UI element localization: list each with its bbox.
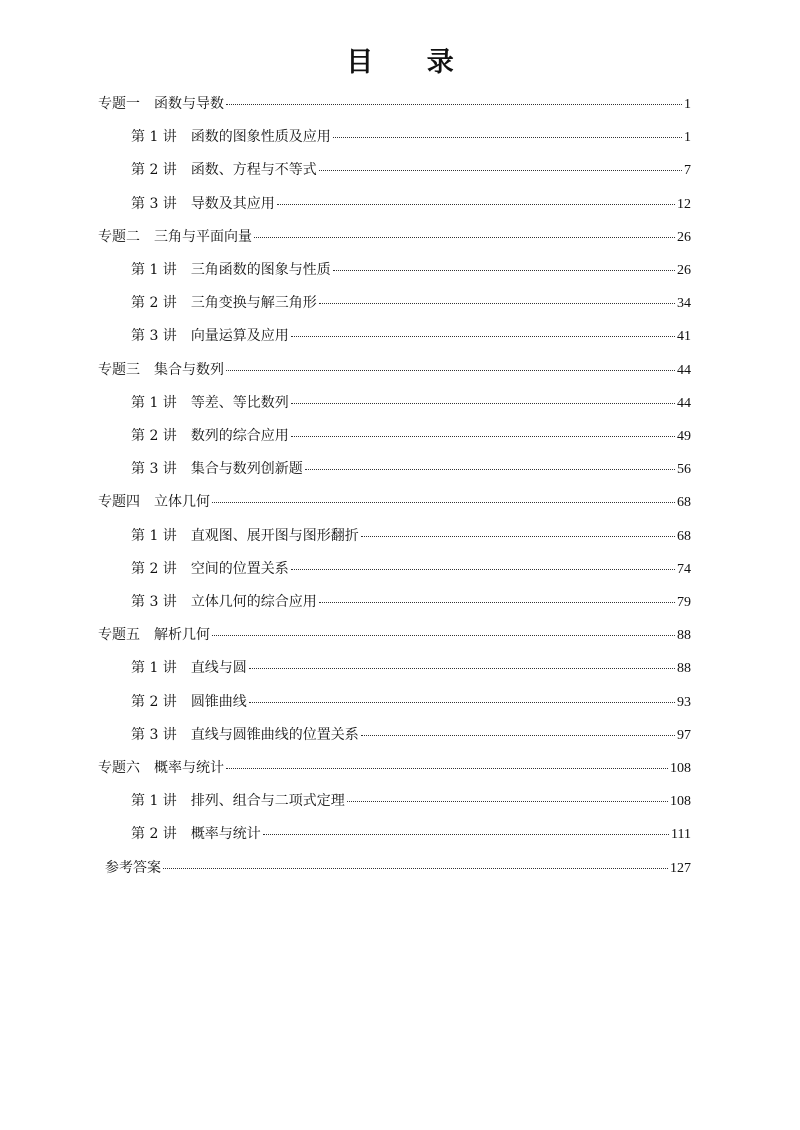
- toc-page-number: 26: [677, 263, 691, 278]
- toc-entry-number: 专题三: [98, 361, 140, 378]
- toc-entry-label: [105, 857, 161, 879]
- toc-page-number: 49: [677, 429, 691, 444]
- dot-leader: [333, 262, 675, 271]
- dot-leader: [291, 328, 675, 337]
- toc-entry-label: [98, 226, 252, 248]
- toc-entry-label: [131, 425, 289, 447]
- toc-entry-number: 第 1 讲: [131, 793, 177, 810]
- toc-page-number: 74: [677, 561, 691, 577]
- toc-page-number: 26: [677, 229, 691, 245]
- dot-leader: [319, 295, 675, 304]
- toc-section-entry[interactable]: [131, 126, 691, 148]
- toc-page-number: 41: [677, 329, 691, 345]
- toc-page-number: 44: [677, 395, 691, 411]
- toc-entry-number: 第 1 讲: [131, 660, 177, 677]
- toc-page-number: 44: [677, 362, 691, 378]
- toc-entry-title: 概率与统计: [190, 826, 261, 843]
- dot-leader: [305, 461, 675, 470]
- toc-entry-title: 函数、方程与不等式: [190, 162, 317, 179]
- toc-page-number: 111: [671, 827, 691, 843]
- toc-entry-title: 等差、等比数列: [190, 394, 289, 411]
- toc-entry-label: [131, 823, 261, 845]
- toc-page-number: 7: [684, 163, 691, 179]
- dot-leader: [319, 162, 682, 171]
- toc-entry-number: 第 3 讲: [131, 328, 177, 345]
- toc-section-entry[interactable]: [131, 292, 691, 314]
- toc-page-number: 12: [677, 196, 691, 212]
- toc-entry-title: 立体几何: [154, 494, 210, 511]
- toc-entry-label: [131, 126, 331, 148]
- toc-appendix-entry[interactable]: [105, 857, 691, 879]
- dot-leader: [226, 760, 668, 769]
- toc-entry-title: 直线与圆: [190, 660, 247, 677]
- toc-entry-number: 第 3 讲: [131, 195, 177, 212]
- dot-leader: [226, 96, 682, 105]
- toc-entry-title: 数列的综合应用: [190, 428, 289, 444]
- toc-chapter-entry[interactable]: [98, 491, 691, 513]
- toc-page-number: 1: [684, 130, 691, 146]
- toc-entry-number: 第 1 讲: [131, 262, 177, 278]
- toc-entry-number: 第 3 讲: [131, 726, 177, 743]
- dot-leader: [361, 528, 675, 537]
- toc-entry-number: 第 2 讲: [131, 428, 177, 444]
- toc-page-number: 68: [677, 495, 691, 511]
- dot-leader: [212, 494, 675, 503]
- toc-chapter-entry[interactable]: [98, 757, 691, 779]
- toc-entry-number: 第 2 讲: [131, 693, 177, 710]
- toc-entry-label: [98, 624, 210, 646]
- toc-entry-label: [131, 724, 359, 746]
- toc-entry-title: 集合与数列: [154, 361, 224, 378]
- toc-section-entry[interactable]: [131, 724, 691, 746]
- dot-leader: [226, 362, 675, 371]
- toc-entry-title: 概率与统计: [154, 760, 224, 776]
- toc-section-entry[interactable]: [131, 425, 691, 447]
- dot-leader: [249, 694, 675, 703]
- toc-entry-label: [98, 491, 210, 513]
- toc-page-number: 1: [684, 97, 691, 112]
- toc-entry-title: 导数及其应用: [190, 195, 275, 212]
- toc-entry-number: 第 3 讲: [131, 594, 177, 610]
- toc-entry-label: [131, 691, 247, 713]
- toc-section-entry[interactable]: [131, 657, 691, 679]
- dot-leader: [333, 129, 682, 138]
- toc-entry-title: 三角与平面向量: [154, 228, 252, 245]
- dot-leader: [291, 561, 675, 570]
- toc-page-number: 108: [670, 761, 691, 776]
- dot-leader: [263, 826, 669, 835]
- toc-entry-number: 专题五: [98, 627, 140, 644]
- toc-entry-label: [131, 790, 345, 812]
- toc-page-number: 88: [677, 661, 691, 677]
- toc-page-number: 127: [670, 860, 691, 876]
- toc-entry-title: 参考答案: [105, 859, 161, 876]
- toc-entry-number: 第 2 讲: [131, 826, 177, 843]
- page-title: 目 录: [346, 47, 476, 78]
- dot-leader: [212, 627, 675, 636]
- toc-entry-title: 解析几何: [154, 627, 210, 644]
- dot-leader: [277, 196, 675, 205]
- dot-leader: [163, 860, 668, 869]
- toc-chapter-entry[interactable]: [98, 624, 691, 646]
- toc-entry-label: [131, 259, 331, 281]
- toc-entry-label: [131, 392, 289, 414]
- dot-leader: [249, 660, 675, 669]
- toc-section-entry[interactable]: [131, 591, 691, 613]
- toc-entry-number: 第 2 讲: [131, 560, 177, 577]
- toc-entry-label: [131, 558, 289, 580]
- toc-entry-number: 第 1 讲: [131, 527, 177, 544]
- toc-section-entry[interactable]: [131, 558, 691, 580]
- toc-entry-number: 专题一: [98, 96, 140, 112]
- toc-chapter-entry[interactable]: [98, 226, 691, 248]
- toc-section-entry[interactable]: [131, 193, 691, 215]
- toc-entry-title: 立体几何的综合应用: [190, 594, 317, 610]
- toc-chapter-entry[interactable]: [98, 93, 691, 115]
- toc-page-number: 79: [677, 595, 691, 610]
- toc-page-number: 97: [677, 727, 691, 743]
- toc-entry-title: 集合与数列创新题: [190, 461, 303, 478]
- toc-section-entry[interactable]: [131, 159, 691, 181]
- toc-entry-title: 圆锥曲线: [190, 693, 247, 710]
- toc-section-entry[interactable]: [131, 691, 691, 713]
- toc-page-number: 68: [677, 528, 691, 544]
- dot-leader: [347, 793, 668, 802]
- toc-section-entry[interactable]: [131, 790, 691, 812]
- toc-entry-title: 三角函数的图象与性质: [190, 262, 331, 278]
- toc-page-number: 56: [677, 462, 691, 478]
- toc-page-number: 88: [677, 628, 691, 644]
- toc-entry-label: [98, 93, 224, 115]
- toc-page-number: 93: [677, 694, 691, 710]
- toc-page-number: 108: [670, 794, 691, 810]
- toc-section-entry[interactable]: [131, 392, 691, 414]
- toc-entry-title: 直线与圆锥曲线的位置关系: [190, 726, 359, 743]
- toc-section-entry[interactable]: [131, 458, 691, 480]
- toc-entry-label: [131, 458, 303, 480]
- toc-entry-title: 空间的位置关系: [190, 560, 289, 577]
- toc-entry-number: 第 1 讲: [131, 394, 177, 411]
- toc-entry-title: 向量运算及应用: [190, 328, 289, 345]
- toc-entry-label: [131, 193, 275, 215]
- toc-entry-label: [131, 159, 317, 181]
- toc-section-entry[interactable]: [131, 259, 691, 281]
- toc-entry-label: [131, 325, 289, 347]
- toc-entry-label: [98, 757, 224, 779]
- toc-page-number: 34: [677, 296, 691, 312]
- dot-leader: [291, 395, 675, 404]
- toc-entry-label: [131, 657, 247, 679]
- toc-entry-number: 专题六: [98, 760, 140, 776]
- toc-entry-number: 第 2 讲: [131, 295, 177, 312]
- toc-section-entry[interactable]: [131, 823, 691, 845]
- toc-chapter-entry[interactable]: [98, 359, 691, 381]
- toc-entry-title: 直观图、展开图与图形翻折: [190, 527, 359, 544]
- toc-section-entry[interactable]: [131, 325, 691, 347]
- toc-entry-label: [131, 292, 317, 314]
- toc-entry-label: [131, 525, 359, 547]
- toc-entry-title: 排列、组合与二项式定理: [190, 793, 345, 810]
- toc-entry-number: 第 3 讲: [131, 461, 177, 478]
- toc-entry-number: 第 2 讲: [131, 162, 177, 179]
- toc-section-entry[interactable]: [131, 525, 691, 547]
- dot-leader: [254, 229, 675, 238]
- toc-entry-number: 第 1 讲: [131, 129, 177, 146]
- toc-entry-number: 专题二: [98, 228, 140, 245]
- dot-leader: [291, 428, 675, 437]
- dot-leader: [361, 727, 675, 736]
- toc-entry-label: [98, 359, 224, 381]
- toc-entry-number: 专题四: [98, 494, 140, 511]
- toc-entry-title: 三角变换与解三角形: [190, 295, 317, 312]
- toc-entry-title: 函数与导数: [154, 96, 224, 112]
- dot-leader: [319, 594, 675, 603]
- toc-entry-label: [131, 591, 317, 613]
- toc-entry-title: 函数的图象性质及应用: [190, 129, 331, 146]
